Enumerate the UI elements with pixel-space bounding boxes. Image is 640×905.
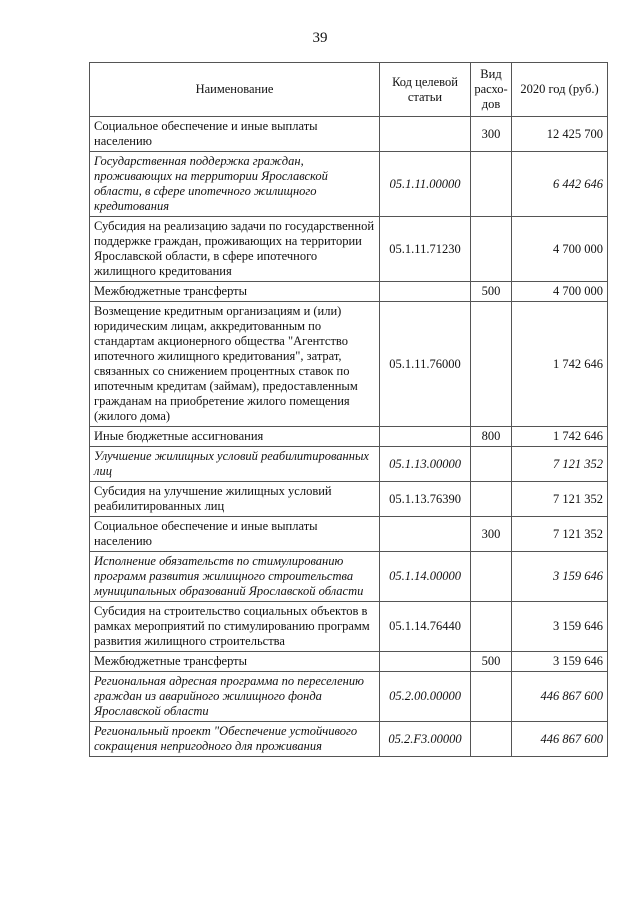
- row-type: [471, 722, 512, 757]
- row-code: [380, 117, 471, 152]
- header-row: [90, 63, 608, 117]
- table-row: [90, 427, 608, 447]
- table-row: [90, 482, 608, 517]
- row-amount: 1 742 646: [512, 427, 608, 447]
- row-name: Улучшение жилищных условий реабилитированных лиц: [90, 447, 380, 482]
- table-row: [90, 602, 608, 652]
- row-code: 05.1.11.00000: [380, 152, 471, 217]
- header-name: Наименование: [90, 63, 380, 117]
- row-type: 300: [471, 517, 512, 552]
- row-type: [471, 302, 512, 427]
- row-name: Субсидия на строительство социальных объектов в рамках мероприятий по стимулированию программ развития жилищного строительства: [90, 602, 380, 652]
- row-amount: 7 121 352: [512, 482, 608, 517]
- row-name: Иные бюджетные ассигнования: [90, 427, 380, 447]
- row-amount: 3 159 646: [512, 652, 608, 672]
- table-row: [90, 152, 608, 217]
- row-name: Региональный проект "Обеспечение устойчивого сокращения непригодного для проживания: [90, 722, 380, 757]
- row-type: 500: [471, 652, 512, 672]
- table-row: [90, 552, 608, 602]
- row-code: [380, 427, 471, 447]
- row-type: 300: [471, 117, 512, 152]
- row-code: [380, 282, 471, 302]
- row-amount: 3 159 646: [512, 552, 608, 602]
- table-row: [90, 672, 608, 722]
- row-type: [471, 552, 512, 602]
- row-code: [380, 517, 471, 552]
- row-name: Субсидия на реализацию задачи по государственной поддержке граждан, проживающих на территории Ярославской области, в сфере ипотечного жилищного кредитования: [90, 217, 380, 282]
- page-number: 39: [312, 30, 328, 46]
- row-amount: 7 121 352: [512, 447, 608, 482]
- row-amount: 1 742 646: [512, 302, 608, 427]
- table-row: [90, 447, 608, 482]
- row-code: [380, 652, 471, 672]
- row-amount: 6 442 646: [512, 152, 608, 217]
- row-code: 05.2.F3.00000: [380, 722, 471, 757]
- row-type: [471, 672, 512, 722]
- table-body: [90, 117, 608, 757]
- table-row: [90, 302, 608, 427]
- table-row: [90, 282, 608, 302]
- row-code: 05.1.14.00000: [380, 552, 471, 602]
- row-name: Межбюджетные трансферты: [90, 652, 380, 672]
- table-row: [90, 722, 608, 757]
- row-name: Социальное обеспечение и иные выплаты населению: [90, 117, 380, 152]
- header-code: Код целевой статьи: [380, 63, 471, 117]
- table-row: [90, 517, 608, 552]
- header-amount: 2020 год (руб.): [512, 63, 608, 117]
- row-type: [471, 482, 512, 517]
- row-type: [471, 447, 512, 482]
- row-code: 05.1.13.76390: [380, 482, 471, 517]
- row-amount: 446 867 600: [512, 672, 608, 722]
- row-name: Государственная поддержка граждан, проживающих на территории Ярославской области, в сфере ипотечного жилищного кредитования: [90, 152, 380, 217]
- row-code: 05.1.11.76000: [380, 302, 471, 427]
- budget-table: [89, 62, 608, 757]
- row-type: 500: [471, 282, 512, 302]
- table-row: [90, 217, 608, 282]
- row-amount: 3 159 646: [512, 602, 608, 652]
- row-code: 05.1.11.71230: [380, 217, 471, 282]
- row-amount: 4 700 000: [512, 217, 608, 282]
- row-type: [471, 152, 512, 217]
- row-code: 05.1.14.76440: [380, 602, 471, 652]
- row-name: Социальное обеспечение и иные выплаты населению: [90, 517, 380, 552]
- row-code: 05.1.13.00000: [380, 447, 471, 482]
- row-name: Исполнение обязательств по стимулированию программ развития жилищного строительства муниципальных образований Ярославской области: [90, 552, 380, 602]
- row-name: Межбюджетные трансферты: [90, 282, 380, 302]
- row-type: [471, 602, 512, 652]
- header-type: Вид расхо-дов: [471, 63, 512, 117]
- table-row: [90, 652, 608, 672]
- table-row: [90, 117, 608, 152]
- row-amount: 4 700 000: [512, 282, 608, 302]
- row-name: Возмещение кредитным организациям и (или) юридическим лицам, аккредитованным по стандартам акционерного общества "Агентство ипотечного жилищного кредитования", затрат, связанных со снижением процентных ставок по ипотечным кредитам (займам), предоставленным гражданам на приобретение жилого помещения (жилого дома): [90, 302, 380, 427]
- row-code: 05.2.00.00000: [380, 672, 471, 722]
- row-amount: 12 425 700: [512, 117, 608, 152]
- row-type: 800: [471, 427, 512, 447]
- row-amount: 446 867 600: [512, 722, 608, 757]
- row-amount: 7 121 352: [512, 517, 608, 552]
- row-type: [471, 217, 512, 282]
- row-name: Региональная адресная программа по переселению граждан из аварийного жилищного фонда Ярославской области: [90, 672, 380, 722]
- row-name: Субсидия на улучшение жилищных условий реабилитированных лиц: [90, 482, 380, 517]
